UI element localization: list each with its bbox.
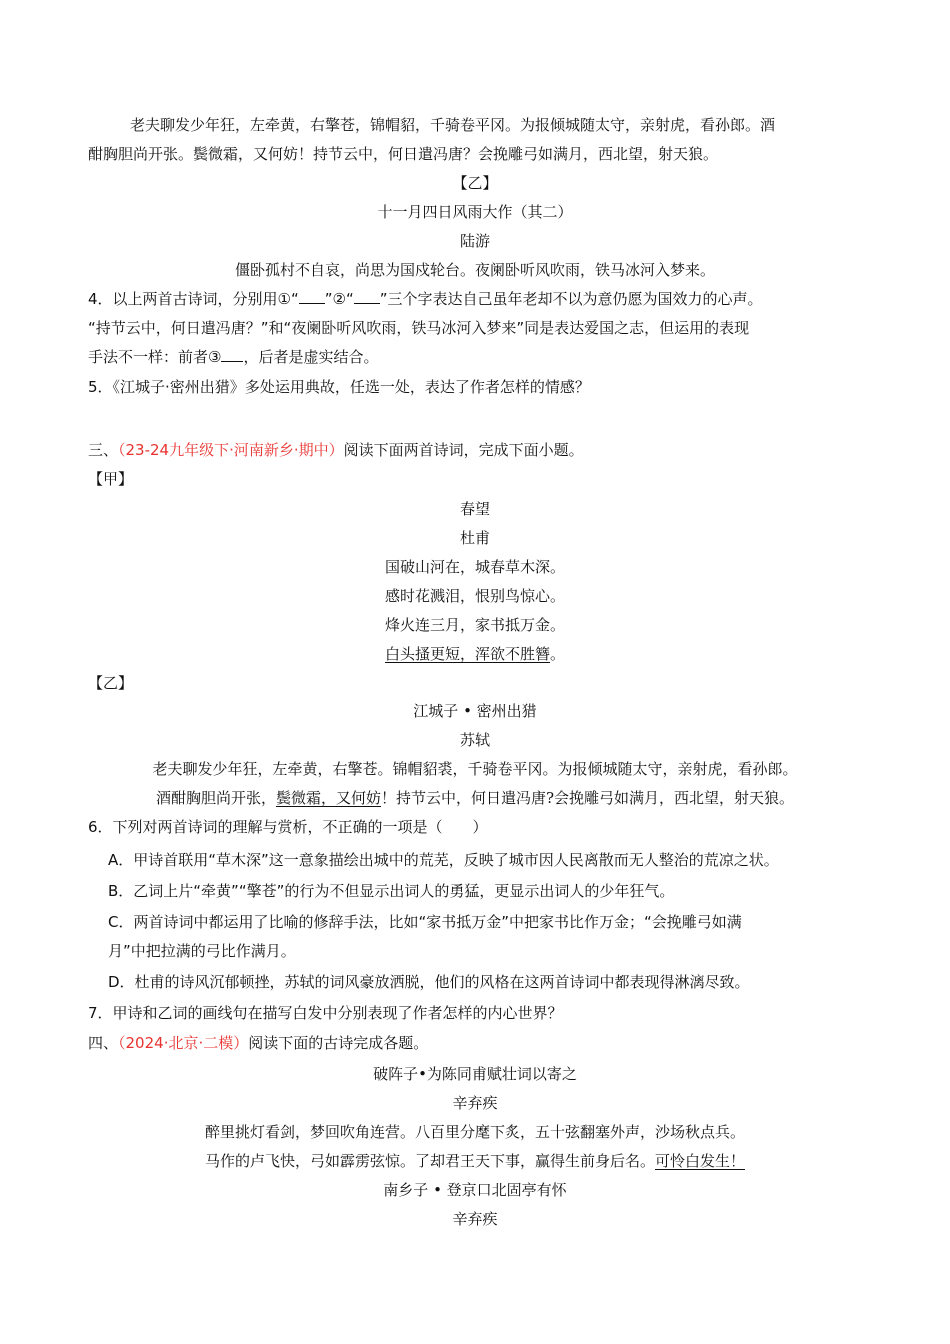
section-3-header <box>88 439 584 461</box>
poem-jia-label: 【甲】 <box>88 470 134 488</box>
pozhenzi-underlined: 可怜白发生！ <box>655 1152 746 1170</box>
question-6-option-c-line-1[interactable]: C．两首诗词中都运用了比喻的修辞手法，比如“家书抵万金”中把家书比作万金；“会挽雕弓如满 <box>108 913 742 931</box>
section-4-number: 四、 <box>88 1034 119 1052</box>
question-5: 5．《江城子·密州出猎》多处运用典故，任选一处，表达了作者怎样的情感？ <box>88 378 590 396</box>
question-6-option-a[interactable]: A．甲诗首联用“草木深”这一意象描绘出城中的荒芜，反映了城市因人民离散而无人整治的荒凉之状。 <box>108 851 779 869</box>
chunwang-line-2: 感时花溅泪，恨别鸟惊心。 <box>384 587 565 605</box>
question-6-option-c-line-2[interactable]: 月”中把拉满的弓比作满月。 <box>108 942 296 960</box>
pozhenzi-title: 破阵子•为陈同甫赋壮词以寄之 <box>373 1065 577 1083</box>
chunwang-line-4 <box>0 643 950 665</box>
pozhenzi-line-2 <box>0 1150 950 1172</box>
question-4-text-c: ”三个字表达自己虽年老却不以为意仍愿为国效力的心声。 <box>379 290 763 308</box>
question-6-option-b[interactable]: B．乙词上片“牵黄”“擎苍”的行为不但显示出词人的勇猛，更显示出词人的少年狂气。 <box>108 882 675 900</box>
question-6-stem: 6．下列对两首诗词的理解与赏析，不正确的一项是（ ） <box>88 818 488 836</box>
chunwang-author: 杜甫 <box>459 529 490 547</box>
poem-jia-line-2: 酣胸胆尚开张。鬓微霜，又何妨！持节云中，何日遣冯唐？会挽雕弓如满月，西北望，射天狼。 <box>88 145 719 163</box>
question-4-text-b: ”②“ <box>324 290 354 308</box>
poem-yi-label-2: 【乙】 <box>88 674 134 692</box>
chunwang-line-3: 烽火连三月，家书抵万金。 <box>384 616 565 634</box>
question-4-line-2: “持节云中，何日遣冯唐？”和“夜阑卧听风吹雨，铁马冰河入梦来”同是表达爱国之志，但运用的表现 <box>88 319 750 337</box>
pozhenzi-author: 辛弃疾 <box>452 1094 498 1112</box>
jiangchengzi-line-1: 老夫聊发少年狂，左牵黄，右擎苍。锦帽貂裘，千骑卷平冈。为报倾城随太守，亲射虎，看孙郎。 <box>152 760 798 778</box>
section-3-source: （23-24九年级下·河南新乡·期中） <box>118 441 344 459</box>
answer-blank-3[interactable] <box>221 347 243 362</box>
question-4-text-d: 手法不一样：前者③ <box>88 348 222 366</box>
jiangchengzi-text-b: ！持节云中，何日遣冯唐?会挽雕弓如满月，西北望，射天狼。 <box>380 789 795 807</box>
chunwang-line-end: 。 <box>550 645 566 663</box>
answer-blank-1[interactable] <box>299 289 325 304</box>
jiangchengzi-line-2 <box>0 787 950 809</box>
section-4-header <box>88 1032 428 1054</box>
question-4-line-3 <box>88 346 378 368</box>
nanxiangzi-author: 辛弃疾 <box>452 1210 498 1228</box>
section-4-instruction: 阅读下面的古诗完成各题。 <box>248 1034 429 1052</box>
poem-yi-label: 【乙】 <box>452 174 498 192</box>
answer-blank-2[interactable] <box>354 289 380 304</box>
section-3-number: 三、 <box>88 441 119 459</box>
poem-yi-author: 陆游 <box>459 232 490 250</box>
chunwang-title: 春望 <box>459 500 490 518</box>
nanxiangzi-title: 南乡子 • 登京口北固亭有怀 <box>383 1181 567 1199</box>
poem-yi-body: 僵卧孤村不自哀，尚思为国戍轮台。夜阑卧听风吹雨，铁马冰河入梦来。 <box>234 261 715 279</box>
section-3-instruction: 阅读下面两首诗词，完成下面小题。 <box>343 441 584 459</box>
question-4-line-1 <box>88 288 763 310</box>
question-7: 7．甲诗和乙词的画线句在描写白发中分别表现了作者怎样的内心世界？ <box>88 1004 563 1022</box>
jiangchengzi-text-a: 酒酣胸胆尚开张， <box>155 789 276 807</box>
pozhenzi-line-1: 醉里挑灯看剑，梦回吹角连营。八百里分麾下炙，五十弦翻塞外声，沙场秋点兵。 <box>204 1123 745 1141</box>
jiangchengzi-title: 江城子 • 密州出猎 <box>413 702 537 720</box>
poem-yi-title: 十一月四日风雨大作（其二） <box>377 203 573 221</box>
question-6-option-d[interactable]: D．杜甫的诗风沉郁顿挫，苏轼的词风豪放洒脱，他们的风格在这两首诗词中都表现得淋漓尽致。 <box>108 973 750 991</box>
section-4-source: （2024·北京·二模） <box>118 1034 249 1052</box>
jiangchengzi-author: 苏轼 <box>459 731 490 749</box>
jiangchengzi-underlined: 鬓微霜，又何妨 <box>275 789 381 807</box>
pozhenzi-text-a: 马作的卢飞快，弓如霹雳弦惊。了却君王天下事，赢得生前身后名。 <box>204 1152 655 1170</box>
chunwang-underlined-line: 白头搔更短，浑欲不胜簪 <box>384 645 550 663</box>
question-4-text-e: ，后者是虚实结合。 <box>243 348 379 366</box>
chunwang-line-1: 国破山河在，城春草木深。 <box>384 558 565 576</box>
question-4-text-a: 4．以上两首古诗词，分别用①“ <box>88 290 299 308</box>
poem-jia-line-1: 老夫聊发少年狂，左牵黄，右擎苍，锦帽貂，千骑卷平冈。为报倾城随太守，亲射虎，看孙郎。酒 <box>130 116 776 134</box>
